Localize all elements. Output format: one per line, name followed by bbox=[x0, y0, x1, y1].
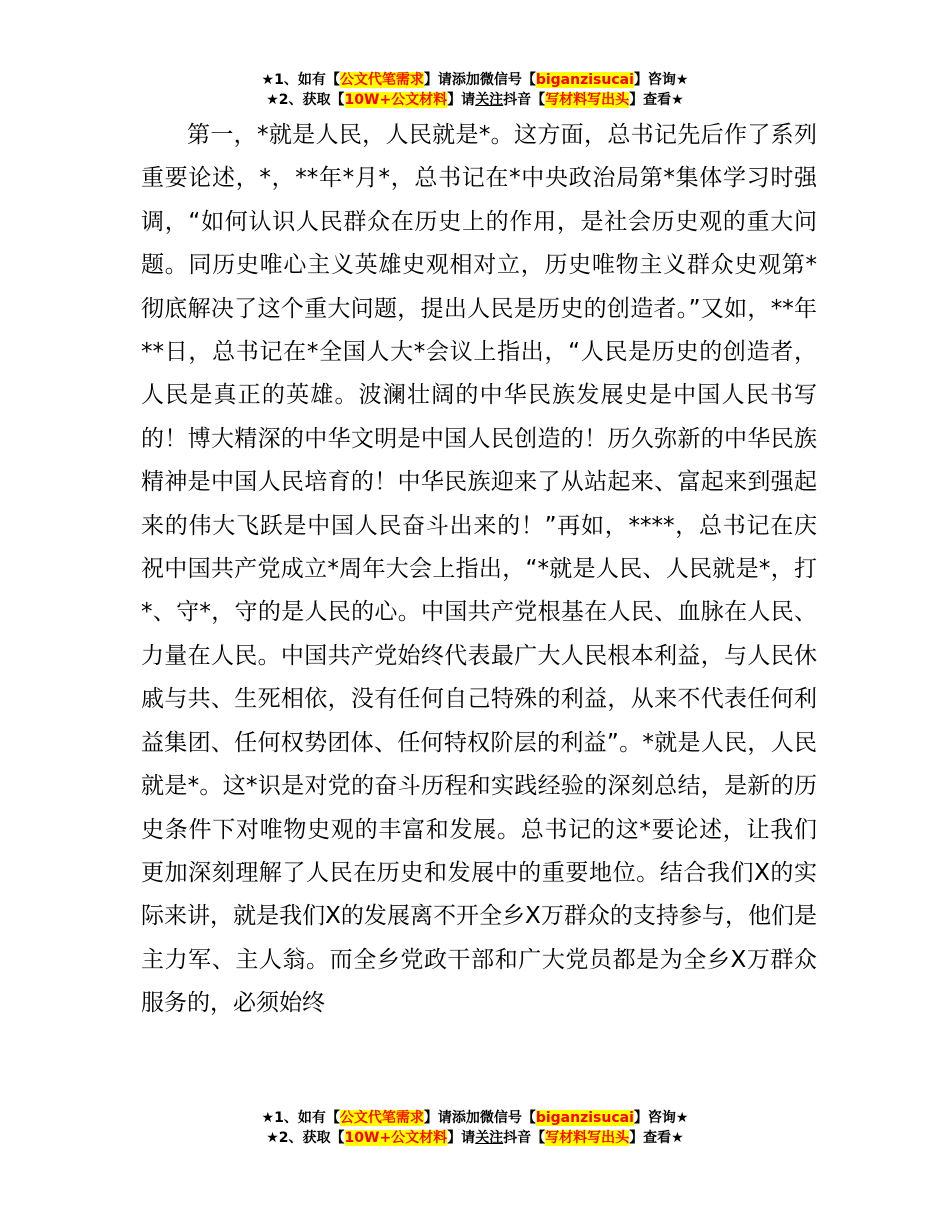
footer-banner-line-2: ★2、获取【10W+公文材料】请关注抖音【写材料写出头】查看★ bbox=[266, 1130, 684, 1146]
wechat-id-highlight: biganzisucai bbox=[535, 1110, 634, 1126]
wechat-id-highlight: biganzisucai bbox=[535, 72, 634, 88]
follow-underlined: 关注 bbox=[475, 1130, 504, 1146]
follow-underlined: 关注 bbox=[475, 92, 504, 108]
douyin-account-highlight: 写材料写出头 bbox=[545, 1130, 630, 1146]
ghostwriting-highlight: 公文代笔需求 bbox=[339, 1110, 424, 1126]
header-banner-line-2: ★2、获取【10W+公文材料】请关注抖音【写材料写出头】查看★ bbox=[266, 92, 684, 108]
materials-highlight: 10W+公文材料 bbox=[344, 92, 448, 108]
materials-highlight: 10W+公文材料 bbox=[344, 1130, 448, 1146]
body-paragraph: 第一，*就是人民，人民就是*。这方面，总书记先后作了系列重要论述，*，**年*月*，总书记在*中央政治局第*集体学习时强调，“如何认识人民群众在历史上的作用，是社会历史观的重大问题。同历史唯心主义英雄史观相对立，历史唯物主义群众史观第*彻底解决了这个重大问题，提出人民是历史的创造者。”又如，**年**日，总书记在*全国人大*会议上指出，“人民是历史的创造者，人民是真正的英雄。波澜壮阔的中华民族发展史是中国人民书写的！博大精深的中华文明是中国人民创造的！历久弥新的中华民族精神是中国人民培育的！中华民族迎来了从站起来、富起来到强起来的伟大飞跃是中国人民奋斗出来的！”再如，****，总书记在庆祝中国共产党成立*周年大会上指出，“*就是人民、人民就是*，打*、守*，守的是人民的心。中国共产党根基在人民、血脉在人民、力量在人民。中国共产党始终代表最广大人民根本利益，与人民休戚与共、生死相依，没有任何自己特殊的利益，从来不代表任何利益集团、任何权势团体、任何特权阶层的利益”。*就是人民，人民就是*。这*识是对党的奋斗历程和实践经验的深刻总结，是新的历史条件下对唯物史观的丰富和发展。总书记的这*要论述，让我们更加深刻理解了人民在历史和发展中的重要地位。结合我们X的实际来讲，就是我们X的发展离不开全乡X万群众的支持参与，他们是主力军、主人翁。而全乡党政干部和广大党员都是为全乡X万群众服务的，必须始终 bbox=[141, 122, 817, 1017]
footer-banner bbox=[0, 1108, 950, 1148]
footer-banner-line-1: ★1、如有【公文代笔需求】请添加微信号【biganzisucai】咨询★ bbox=[261, 1110, 689, 1126]
header-banner bbox=[0, 70, 950, 110]
header-banner-line-1: ★1、如有【公文代笔需求】请添加微信号【biganzisucai】咨询★ bbox=[261, 72, 689, 88]
douyin-account-highlight: 写材料写出头 bbox=[545, 92, 630, 108]
ghostwriting-highlight: 公文代笔需求 bbox=[339, 72, 424, 88]
